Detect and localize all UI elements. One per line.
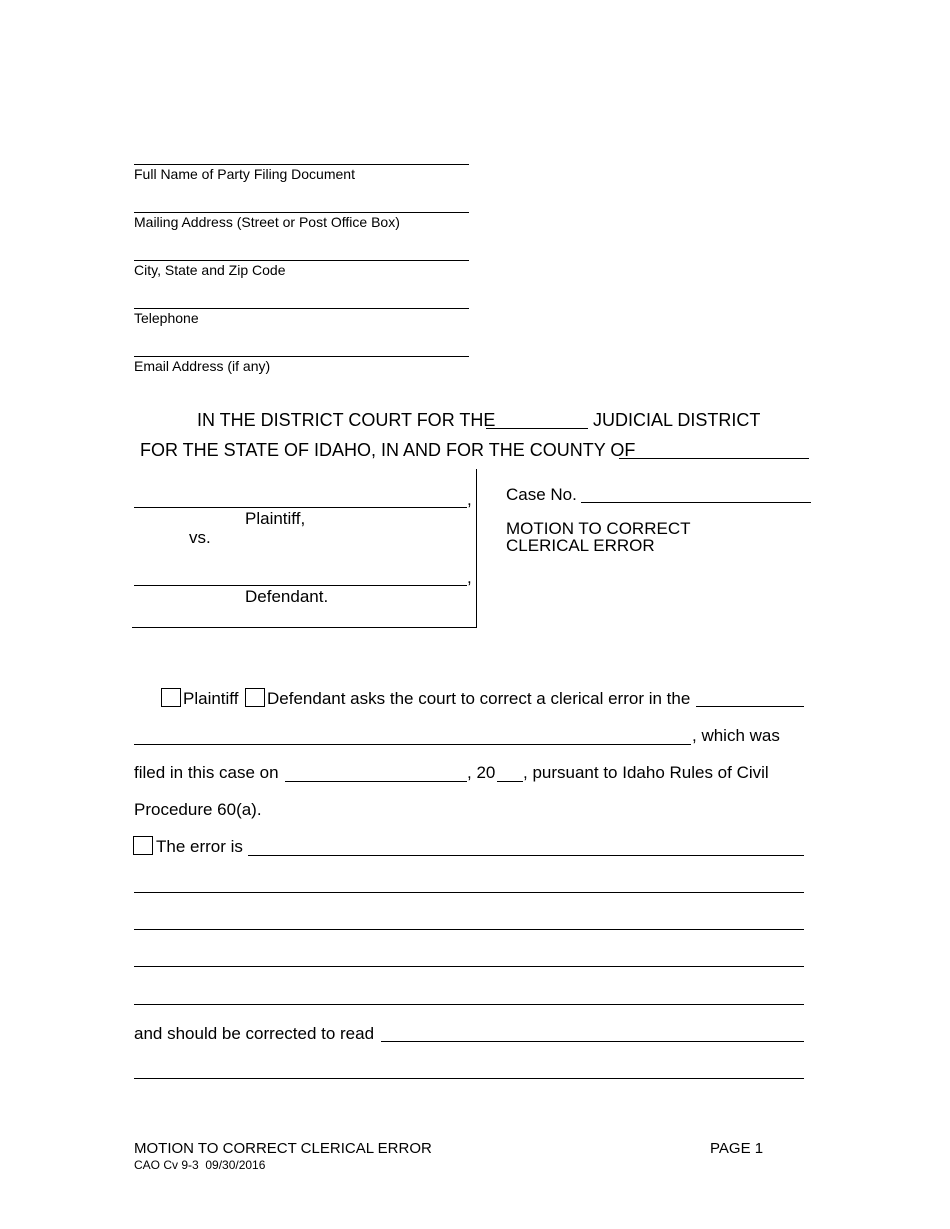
court-heading-line2-prefix: FOR THE STATE OF IDAHO, IN AND FOR THE COUNTY OF	[140, 440, 636, 460]
year-blank[interactable]	[497, 781, 523, 782]
error-description-line-1[interactable]	[248, 855, 804, 856]
case-no-label: Case No.	[506, 485, 577, 504]
city-state-zip-line[interactable]	[134, 260, 469, 261]
which-was-text: , which was	[692, 726, 780, 745]
error-description-line-2[interactable]	[134, 892, 804, 893]
full-name-line[interactable]	[134, 164, 469, 165]
defendant-label: Defendant.	[245, 587, 329, 606]
filed-prefix-text: filed in this case on	[134, 763, 279, 782]
document-name-blank[interactable]	[134, 744, 691, 745]
caption-divider	[476, 469, 477, 628]
correction-line-1[interactable]	[381, 1041, 804, 1042]
filed-date-blank[interactable]	[285, 781, 467, 782]
document-type-blank[interactable]	[696, 706, 804, 707]
vs-label: vs.	[189, 528, 211, 547]
error-description-line-3[interactable]	[134, 929, 804, 930]
error-checkbox[interactable]	[133, 836, 153, 855]
judicial-district-blank[interactable]	[486, 428, 588, 429]
defendant-name-line[interactable]	[134, 585, 467, 586]
plaintiff-name-line[interactable]	[134, 507, 467, 508]
plaintiff-checkbox[interactable]	[161, 688, 181, 707]
footer-form-id: CAO Cv 9-3 09/30/2016	[134, 1158, 266, 1172]
error-description-line-4[interactable]	[134, 966, 804, 967]
footer-page-number: PAGE 1	[710, 1140, 764, 1157]
corrected-to-read-label: and should be corrected to read	[134, 1024, 375, 1043]
court-heading-line1-suffix: JUDICIAL DISTRICT	[593, 410, 761, 430]
email-label: Email Address (if any)	[134, 358, 271, 374]
defendant-option-label: Defendant asks the court to correct a clerical error in the	[267, 689, 691, 708]
error-is-label: The error is	[156, 837, 243, 856]
defendant-comma: ,	[467, 568, 472, 587]
court-heading-line1-prefix: IN THE DISTRICT COURT FOR THE	[197, 410, 496, 430]
county-blank[interactable]	[619, 458, 809, 459]
telephone-label: Telephone	[134, 310, 199, 326]
plaintiff-label: Plaintiff,	[245, 509, 306, 528]
mailing-address-label: Mailing Address (Street or Post Office Box)	[134, 214, 400, 230]
mailing-address-line[interactable]	[134, 212, 469, 213]
caption-bottom-rule	[132, 627, 476, 628]
full-name-label: Full Name of Party Filing Document	[134, 166, 355, 182]
plaintiff-option-label: Plaintiff	[183, 689, 239, 708]
pursuant-text: , pursuant to Idaho Rules of Civil	[523, 763, 769, 782]
procedure-text: Procedure 60(a).	[134, 800, 262, 819]
footer-title: MOTION TO CORRECT CLERICAL ERROR	[134, 1140, 432, 1157]
defendant-checkbox[interactable]	[245, 688, 265, 707]
case-no-line[interactable]	[581, 502, 811, 503]
year-prefix-text: , 20	[467, 763, 496, 782]
correction-line-2[interactable]	[134, 1078, 804, 1079]
city-state-zip-label: City, State and Zip Code	[134, 262, 286, 278]
document-title-line1: MOTION TO CORRECT	[506, 519, 691, 538]
error-description-line-5[interactable]	[134, 1004, 804, 1005]
email-line[interactable]	[134, 356, 469, 357]
document-title-line2: CLERICAL ERROR	[506, 536, 655, 555]
plaintiff-comma: ,	[467, 490, 472, 509]
telephone-line[interactable]	[134, 308, 469, 309]
